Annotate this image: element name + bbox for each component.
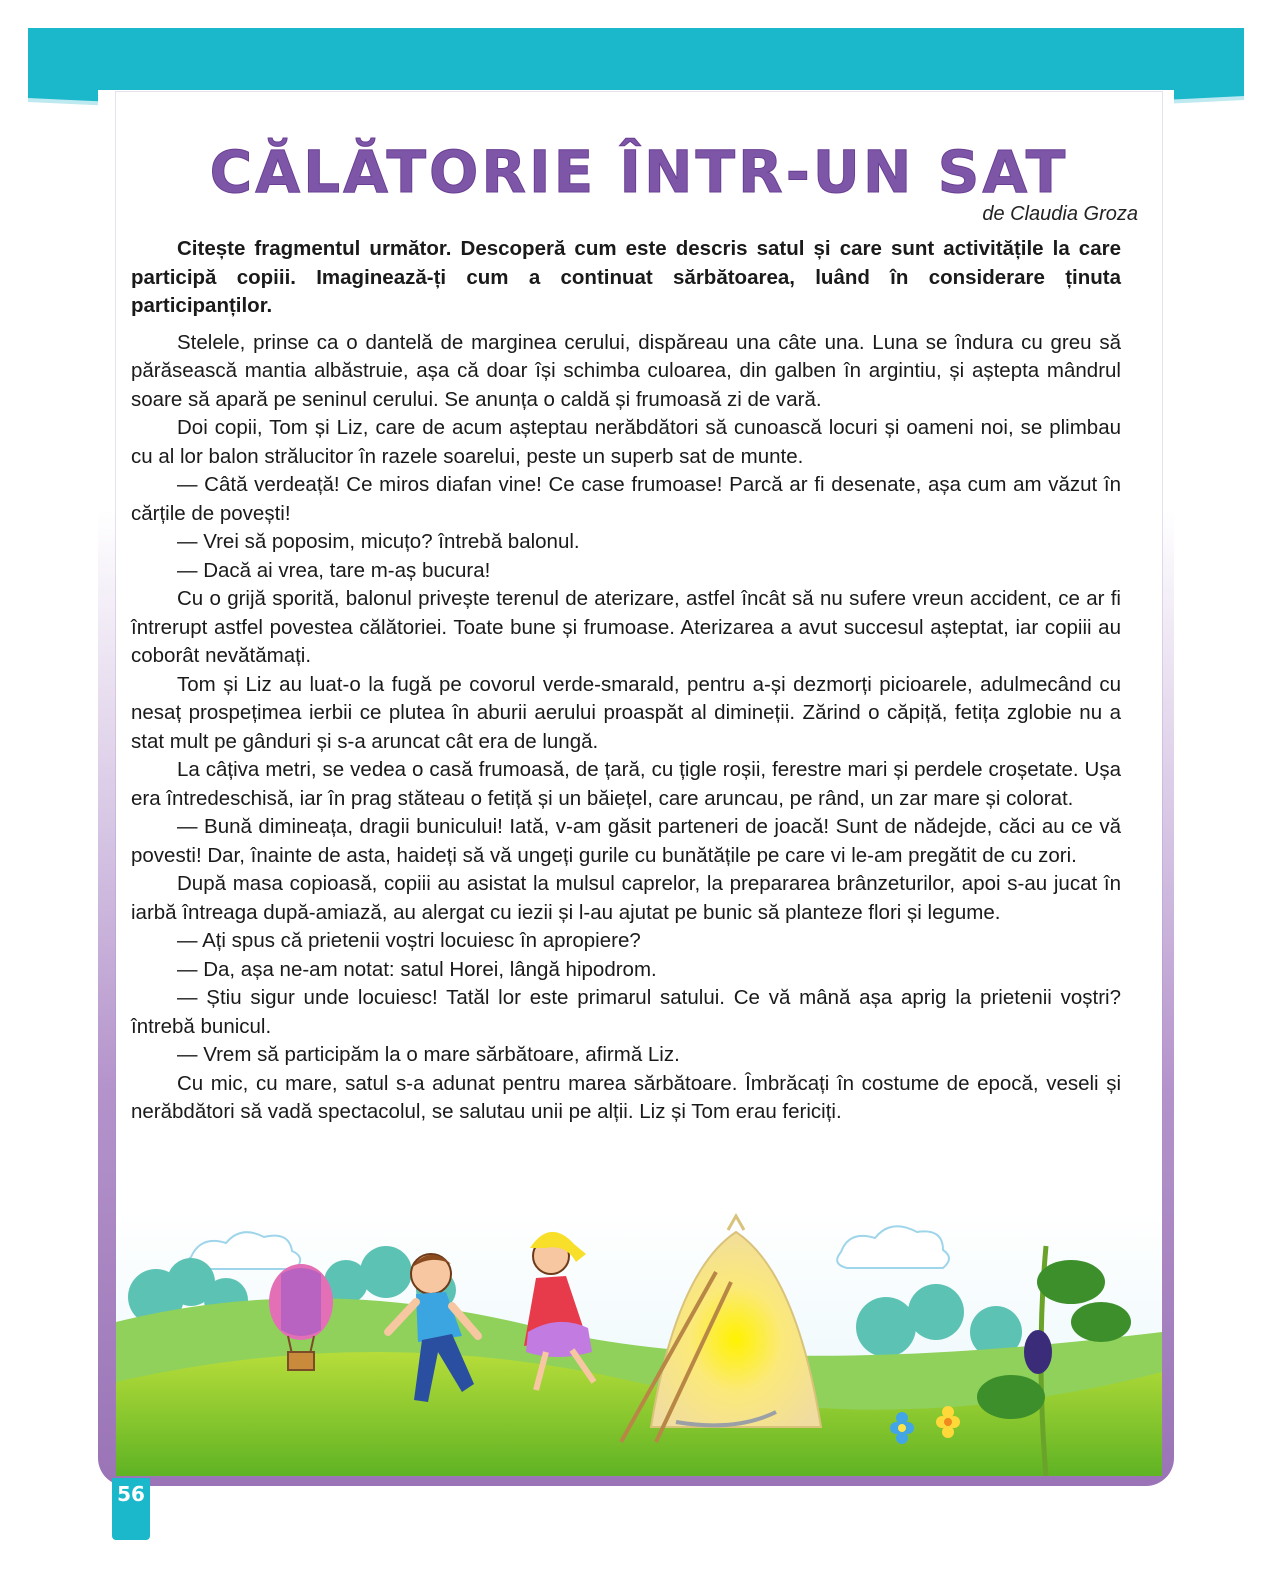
author-credit: de Claudia Groza: [982, 203, 1138, 225]
story-paragraph: Tom și Liz au luat-o la fugă pe covorul verde-smarald, pentru a-și dezmorți picioarele, adulmecând cu nesaț prospețimea ierbii ce plutea în aburii aerului proaspăt al dimineții. Zărind o căpiță, fetița zglobie nu a stat mult pe gânduri și s-a aruncat cât era de lungă.: [131, 672, 1121, 753]
page-number: 56: [117, 1482, 145, 1506]
story-paragraph: Stelele, prinse ca o dantelă de marginea cerului, dispăreau una câte una. Luna se îndura cu greu să părăsească mantia albăstruie, așa că doar își schimba culoarea, din galben în argintiu, și aștepta mândrul soare să apară pe seninul cerului. Se anunța o caldă și frumoasă zi de vară.: [131, 330, 1121, 411]
story-paragraph: Cu o grijă sporită, balonul privește terenul de aterizare, astfel încât să nu sufere vreun accident, ce ar fi întrerupt astfel povestea călătoriei. Toate bune și frumoase. Aterizarea a avut succesul așteptat, iar copiii au coborât nevătămați.: [131, 587, 1121, 667]
dialogue-line: — Vrem să participăm la o mare sărbătoare, afirmă Liz.: [177, 1043, 680, 1066]
dialogue-line: — Dacă ai vrea, tare m-aș bucura!: [177, 558, 491, 582]
story-text: [131, 235, 1121, 1127]
dialogue-line: — Câtă verdeață! Ce miros diafan vine! Ce case frumoase! Parcă ar fi desenate, așa cum am văzut în cărțile de povești!: [131, 473, 1121, 525]
page-title: CĂLĂTORIE ÎNTR-UN SAT: [209, 138, 1069, 206]
story-paragraph: După masa copioasă, copiii au asistat la mulsul caprelor, la prepararea brânzeturilor, apoi s-au jucat în iarbă întreaga după-amiază, au alergat cu iezii și l-au ajutat pe bunic să planteze flori și legume.: [131, 872, 1121, 924]
story-paragraph: Cu mic, cu mare, satul s-a adunat pentru marea sărbătoare. Îmbrăcați în costume de epocă, veseli și nerăbdători să vadă spectacolul, se salutau unii pe alții. Liz și Tom erau fericiți.: [131, 1071, 1121, 1123]
reading-instructions: Citește fragmentul următor. Descoperă cum este descris satul și care sunt activitățile la care participă copiii. Imaginează-ți cum a continuat sărbătoarea, luând în considerare ținuta participanților.: [131, 237, 1121, 317]
village-illustration: [116, 1212, 1162, 1476]
story-paragraph: La câțiva metri, se vedea o casă frumoasă, de țară, cu țigle roșii, ferestre mari și perdele croșetate. Ușa era întredeschisă, iar în prag stăteau o fetiță și un băiețel, care aruncau, pe rând, un zar mare și colorat.: [131, 758, 1121, 810]
story-paragraph: Doi copii, Tom și Liz, care de acum așteptau nerăbdători să cunoască locuri și oameni noi, se plimbau cu al lor balon strălucitor în razele soarelui, peste un superb sat de munte.: [131, 416, 1121, 468]
dialogue-line: — Știu sigur unde locuiesc! Tatăl lor este primarul satului. Ce vă mână așa aprig la prietenii voștri? întrebă bunicul.: [131, 986, 1121, 1038]
dialogue-line: — Vrei să poposim, micuțo? întrebă balonul.: [177, 530, 580, 553]
dialogue-line: — Ați spus că prietenii voștri locuiesc în apropiere?: [177, 929, 641, 952]
dialogue-line: — Bună dimineața, dragii bunicului! Iată, v-am găsit parteneri de joacă! Sunt de nădejde, căci au ce vă povesti! Dar, înainte de asta, haideți să vă ungeți gurile cu bunătățile pe care vi le-am pregătit de cu zori.: [131, 815, 1121, 867]
dialogue-line: — Da, așa ne-am notat: satul Horei, lângă hipodrom.: [177, 957, 657, 981]
